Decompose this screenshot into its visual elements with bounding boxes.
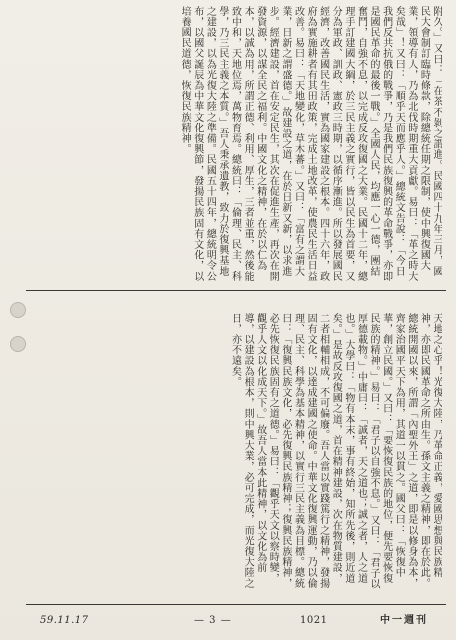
punch-hole (10, 302, 26, 318)
article-text-top: 附久。」又曰：「在茶不剝之謂進。民國四十九年三月，國民大會制訂臨時條款，除總統任期之限制，使中興復國大業，領導有人，乃為北伐時期重大貢獻。易曰：「革之時大矣哉」！又曰：「順乎天而應乎人。」總統文告說：「今日我們反共抗俄的戰爭，乃是我們民族復興的革命戰爭，亦即是國民革命的最後一戰。」全國人民，均應一心一德，團結奮鬥，自強不息，以完成反攻復國之大業。民國十二年，總理手訂建國大綱，於三民主義之實行，皆以民生為首要，又分為軍政、訓政、憲政三時期，以循序漸進。所以發展國民經濟，改善國民生活，實為國家建設之根本。四十六年，政府為實施耕者有其田政策，完成土地改革，使農民生活日益改善。易曰：「天地變化，草木蕃。」又曰：「富有之謂大業，日新之謂盛德。」故建設之道，在於日新又新，以求進步。經濟建設，首在安定民生，其次在促進生產，再次在開發資源，以謀全民之福利。中國文化之精神，在於以仁為本，以誠為用，所謂正德、利用、厚生，三者並重，然後能致中和，天地位焉，萬物育焉。總統曰：「倫理、民主、科學，乃三民主義之本質。」吾人秉承遺教，致力於復興基地之建設，以為光復大陸之準備。民國五十四年，總統明令公布，以國父誕辰為中華文化復興節，發揚民族固有文化，以培養國民道德，恢復民族精神。 (179, 6, 442, 282)
issue-number: 1021 (300, 615, 328, 626)
punch-hole (10, 336, 26, 352)
section-divider (26, 290, 446, 291)
page-number: — 3 — (194, 615, 232, 626)
footer-date: 59.11.17 (40, 615, 89, 626)
article-text-bottom: 天地之心乎！光復大陸，乃革命正義，愛國思想與民族精神，亦即民國革命之所由生。孫文主義之精神，即在於此。總統開國以來，所謂「內聖外王」之道，即是以修身為本，齊家治國平天下為用，其道一以貫之。國父曰：「恢復中華，創立民國。」又曰：「要恢復民族的地位，便先要恢復民族的精神。」易曰：「君子以自強不息。」又曰：「君子以厚德載物。」中庸曰：「誠者，天之道也；誠之者，人之道也。」大學曰：「物有本末，事有終始，知所先後，則近道矣。」是故反攻復國之道，首在精神建設，次在物質建設，二者相輔相成，不可偏廢。吾人當以實踐篤行之精神，發揚固有文化，以達成建國之使命。中華文化復興運動，乃以倫理、民主、科學為基本精神，以實行三民主義為目標。總統曰：「復興民族文化，必先復興民族精神；復興民族精神，必先恢復民族固有之道德。」易曰：「觀乎天文以察時變，觀乎人文以化成天下。」故吾人當本此精神，以文化為前導，以建設為根本，則中興大業，必可完成，而光復大陸之日，亦不遠矣。 (229, 313, 442, 590)
footer-rule (26, 604, 446, 605)
publication-title: 中一週刊 (380, 615, 428, 626)
